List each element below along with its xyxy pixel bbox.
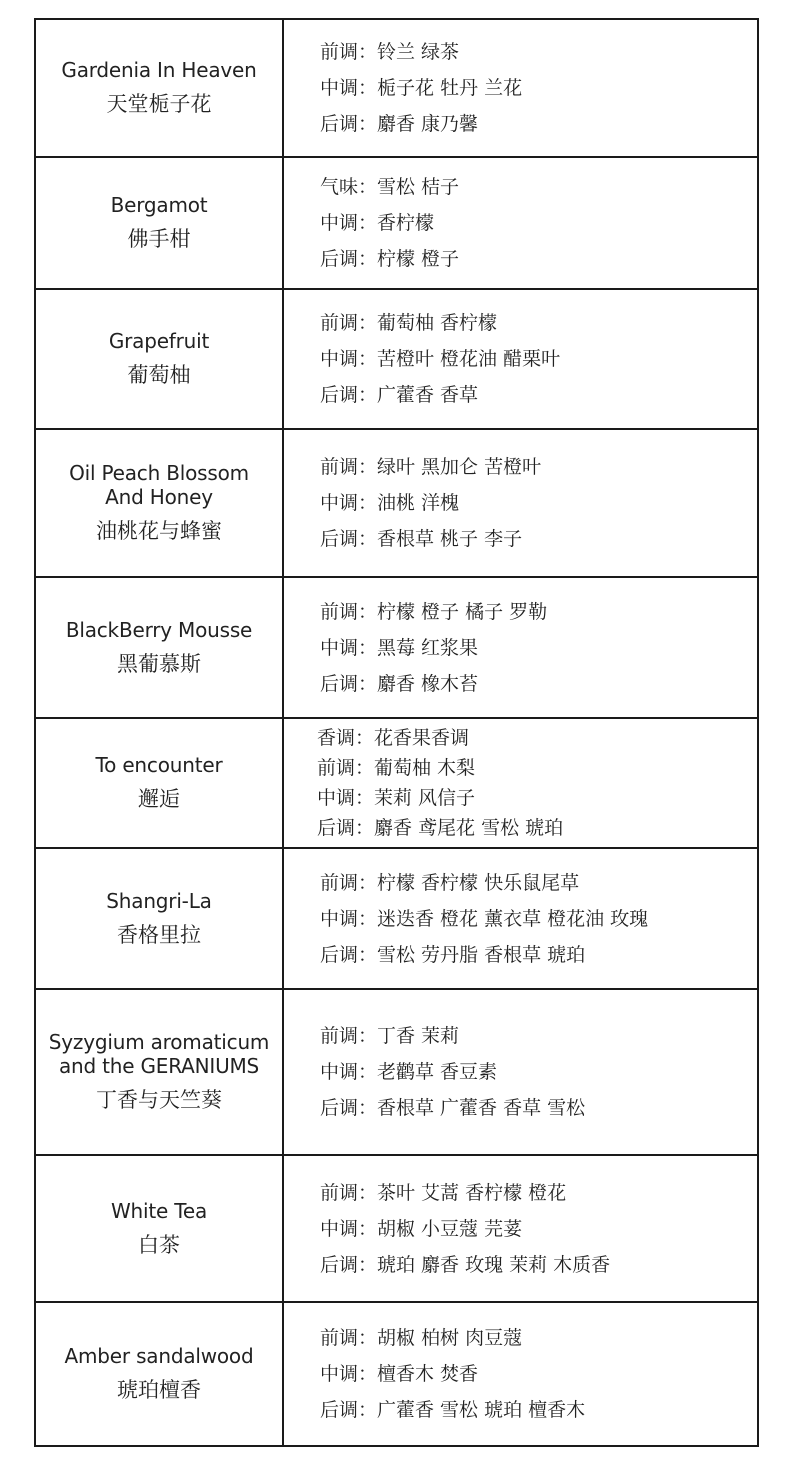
note-line: 后调：麝香 鸢尾花 雪松 琥珀 (317, 817, 564, 839)
fragrance-name-zh: 天堂栀子花 (106, 92, 212, 116)
fragrance-name-en: Syzygium aromaticum and the GERANIUMS (48, 1030, 270, 1078)
fragrance-notes-cell (284, 578, 757, 717)
note-line: 前调：柠檬 香柠檬 快乐鼠尾草 (320, 871, 580, 894)
fragrance-notes-cell (284, 990, 757, 1154)
note-line: 中调：迷迭香 橙花 薰衣草 橙花油 玫瑰 (320, 907, 649, 930)
fragrance-name-zh: 邂逅 (138, 787, 180, 811)
note-line: 后调：香根草 广藿香 香草 雪松 (320, 1097, 586, 1119)
note-line: 后调：麝香 康乃馨 (320, 113, 479, 135)
table-row (36, 849, 757, 990)
fragrance-name-en: BlackBerry Mousse (65, 617, 253, 642)
fragrance-notes-cell (284, 158, 757, 288)
fragrance-name-en: Gardenia In Heaven (61, 58, 257, 82)
fragrance-name-cell (36, 158, 284, 288)
note-line: 前调：茶叶 艾蒿 香柠檬 橙花 (320, 1181, 567, 1204)
table-row (36, 430, 757, 578)
note-line: 后调：雪松 劳丹脂 香根草 琥珀 (320, 943, 586, 966)
fragrance-notes-cell (284, 430, 757, 576)
note-line: 后调：香根草 桃子 李子 (320, 528, 523, 550)
fragrance-name-cell (36, 1156, 284, 1301)
note-line: 香调：花香果香调 (317, 727, 470, 749)
fragrance-name-en: Oil Peach Blossom And Honey (69, 461, 249, 509)
note-line: 前调：绿叶 黑加仑 苦橙叶 (320, 456, 542, 478)
note-line: 中调：老鹳草 香豆素 (320, 1061, 498, 1083)
fragrance-notes-cell (284, 849, 757, 988)
fragrance-notes-cell (284, 1156, 757, 1301)
fragrance-notes-cell (284, 719, 757, 847)
fragrance-name-zh: 丁香与天竺葵 (96, 1088, 222, 1112)
table-row (36, 578, 757, 719)
note-line: 前调：胡椒 柏树 肉豆蔻 (320, 1327, 523, 1349)
fragrance-name-cell (36, 578, 284, 717)
note-line: 前调：柠檬 橙子 橘子 罗勒 (320, 600, 548, 623)
table-row (36, 1303, 757, 1445)
fragrance-name-cell (36, 990, 284, 1154)
fragrance-name-en: White Tea (110, 1198, 208, 1223)
note-line: 中调：油桃 洋槐 (320, 492, 460, 514)
note-line: 中调：栀子花 牡丹 兰花 (320, 77, 523, 99)
fragrance-notes-cell (284, 290, 757, 428)
fragrance-name-en: To encounter (95, 753, 223, 777)
fragrance-notes-cell (284, 20, 757, 156)
fragrance-notes-table (34, 18, 759, 1447)
fragrance-name-cell (36, 290, 284, 428)
note-line: 后调：广藿香 雪松 琥珀 檀香木 (320, 1399, 586, 1421)
fragrance-name-zh: 琥珀檀香 (117, 1378, 201, 1402)
fragrance-name-zh: 黑葡慕斯 (117, 651, 201, 676)
note-line: 前调：葡萄柚 香柠檬 (320, 312, 498, 334)
fragrance-name-zh: 葡萄柚 (127, 363, 191, 387)
fragrance-name-zh: 佛手柑 (127, 227, 191, 251)
note-line: 后调：柠檬 橙子 (320, 248, 460, 270)
note-line: 前调：铃兰 绿茶 (320, 41, 460, 63)
note-line: 前调：丁香 茉莉 (320, 1025, 460, 1047)
fragrance-name-en: Grapefruit (108, 329, 210, 353)
table-row (36, 290, 757, 430)
table-row (36, 158, 757, 290)
note-line: 后调：广藿香 香草 (320, 384, 479, 406)
fragrance-name-cell (36, 849, 284, 988)
table-row (36, 20, 757, 158)
note-line: 中调：胡椒 小豆蔻 芫荽 (320, 1217, 523, 1240)
note-line: 后调：琥珀 麝香 玫瑰 茉莉 木质香 (320, 1253, 611, 1276)
fragrance-name-en: Bergamot (110, 193, 208, 217)
note-line: 气味：雪松 桔子 (320, 176, 460, 198)
fragrance-name-zh: 白茶 (138, 1232, 180, 1257)
fragrance-name-zh: 香格里拉 (117, 922, 201, 947)
fragrance-notes-cell (284, 1303, 757, 1445)
note-line: 中调：苦橙叶 橙花油 醋栗叶 (320, 348, 561, 370)
fragrance-name-cell (36, 430, 284, 576)
fragrance-name-en: Amber sandalwood (64, 1344, 254, 1368)
note-line: 中调：香柠檬 (320, 212, 435, 234)
table-row (36, 1156, 757, 1303)
note-line: 中调：茉莉 风信子 (317, 787, 476, 809)
fragrance-name-cell (36, 1303, 284, 1445)
note-line: 后调：麝香 橡木苔 (320, 672, 479, 695)
fragrance-name-cell (36, 20, 284, 156)
note-line: 中调：黑莓 红浆果 (320, 636, 479, 659)
table-row (36, 990, 757, 1156)
note-line: 中调：檀香木 焚香 (320, 1363, 479, 1385)
fragrance-name-en: Shangri-La (106, 888, 212, 913)
table-row (36, 719, 757, 849)
note-line: 前调：葡萄柚 木梨 (317, 757, 476, 779)
fragrance-name-zh: 油桃花与蜂蜜 (96, 519, 222, 543)
fragrance-name-cell (36, 719, 284, 847)
